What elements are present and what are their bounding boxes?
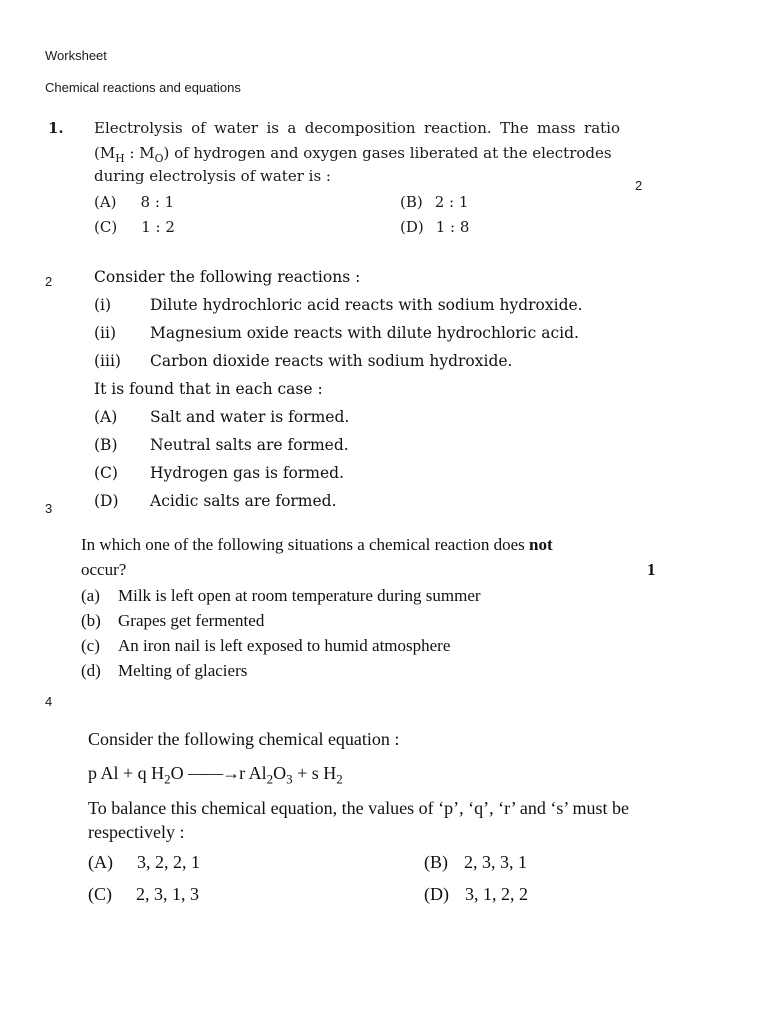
reaction-label: (i) — [94, 296, 112, 314]
option-b: (B) 2 : 1 — [400, 193, 469, 211]
option-label: (b) — [81, 611, 101, 630]
question-text-line: respectively : — [88, 822, 185, 842]
option-label: (d) — [81, 661, 101, 680]
question-text-line: In which one of the following situations a chemical reaction does not — [81, 535, 553, 554]
reaction-label: (iii) — [94, 352, 121, 370]
option-d: (D) 1 : 8 — [400, 218, 470, 236]
option-b: (B) 2, 3, 3, 1 — [424, 852, 527, 872]
question-prompt: It is found that in each case : — [94, 380, 323, 398]
option-label: (C) — [94, 464, 118, 482]
question-stem: Consider the following reactions : — [94, 268, 361, 286]
worksheet-subtitle: Chemical reactions and equations — [45, 80, 241, 95]
question-number: 3 — [45, 501, 53, 516]
option-label: (D) — [94, 492, 119, 510]
question-number: 4 — [45, 694, 53, 709]
reaction-label: (ii) — [94, 324, 117, 342]
option-c: Hydrogen gas is formed. — [150, 464, 345, 482]
option-d: Acidic salts are formed. — [150, 492, 337, 510]
option-label: (A) — [94, 408, 118, 426]
reaction-text: Carbon dioxide reacts with sodium hydroxide. — [150, 352, 513, 370]
reaction-text: Dilute hydrochloric acid reacts with sodium hydroxide. — [150, 296, 583, 314]
marks-label: 1 — [647, 560, 656, 579]
question-text-line: ($M_H$ : $M_O$) of hydrogen and oxygen gases liberated at the electrodes — [94, 144, 612, 165]
question-stem: Consider the following chemical equation : — [88, 729, 400, 749]
chemical-equation: p Al + q $H_2O$ ——→r $Al_2O_3 + s$ $H_2$ — [88, 763, 343, 787]
question-text-line: To balance this chemical equation, the values of ‘p’, ‘q’, ‘r’ and ‘s’ must be — [88, 798, 630, 818]
option-a: (A) 8 : 1 — [94, 193, 175, 211]
option-label: (a) — [81, 586, 100, 605]
option-label: (c) — [81, 636, 100, 655]
worksheet-title: Worksheet — [45, 48, 107, 63]
option-b: Grapes get fermented — [118, 611, 265, 630]
question-number: 1. — [48, 119, 64, 137]
option-a: (A) 3, 2, 2, 1 — [88, 852, 200, 872]
option-c: An iron nail is left exposed to humid atmosphere — [118, 636, 451, 655]
reaction-arrow: ——→ — [188, 763, 240, 783]
question-text-line: Electrolysis of water is a decomposition reaction. The mass ratio — [94, 119, 620, 137]
question-text-line: occur? — [81, 560, 127, 579]
option-c: (C) 1 : 2 — [94, 218, 175, 236]
option-c: (C) 2, 3, 1, 3 — [88, 884, 199, 904]
question-number: 2 — [45, 274, 53, 289]
option-d: Melting of glaciers — [118, 661, 248, 680]
option-d: (D) 3, 1, 2, 2 — [424, 884, 528, 904]
option-b: Neutral salts are formed. — [150, 436, 349, 454]
marks-label: 2 — [635, 178, 643, 193]
option-a: Salt and water is formed. — [150, 408, 350, 426]
question-text-line: during electrolysis of water is : — [94, 167, 331, 185]
option-label: (B) — [94, 436, 118, 454]
reaction-text: Magnesium oxide reacts with dilute hydrochloric acid. — [150, 324, 579, 342]
option-a: Milk is left open at room temperature during summer — [118, 586, 481, 605]
